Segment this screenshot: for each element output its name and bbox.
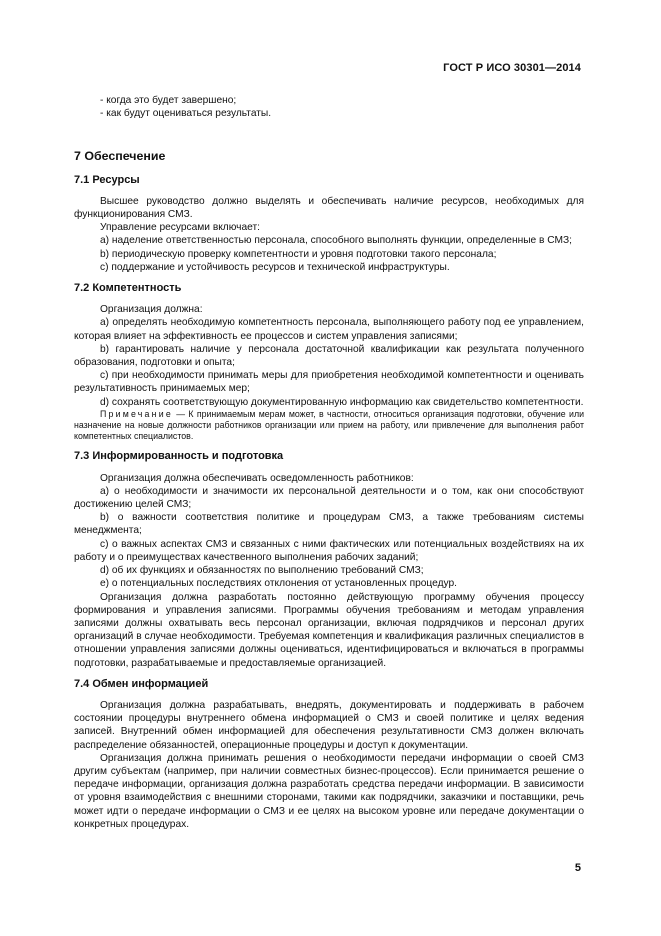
list-item: b) о важности соответствия политике и процедурам СМЗ, а также требованиям системы менеджмента; — [74, 512, 584, 537]
note-label: Примечание — [100, 408, 173, 419]
list-item: b) периодическую проверку компетентности и уровня подготовки такого персонала; — [100, 248, 497, 260]
section-7-1-title: 7.1 Ресурсы — [74, 173, 140, 186]
note-text: — К принимаемым мерам может, в частности, относиться организация подготовки, обучение или назначение на новые должности работников организации или прием на работу, или привлечение для выполнения работ компетентных специалистов. — [74, 408, 584, 442]
section-7-title: 7 Обеспечение — [74, 149, 166, 164]
list-item: b) гарантировать наличие у персонала достаточной квалификации как результата полученного образования, подготовки и опыта; — [74, 343, 584, 369]
paragraph: Организация должна разрабатывать, внедрять, документировать и поддерживать в рабочем состоянии процедуры внутреннего обмена информацией о СМЗ и своей политике и целях ведения записей. Внутренний обмен информацией для обеспечения результативности СМЗ должен включать распределение обязанностей, операционные процедуры и доступ к документации. — [74, 699, 584, 751]
page-number: 5 — [574, 862, 581, 874]
list-item: e) о потенциальных последствиях отклонения от установленных процедур. — [100, 578, 458, 590]
section-7-4-title: 7.4 Обмен информацией — [74, 677, 209, 690]
list-item: d) об их функциях и обязанностях по выполнению требований СМЗ; — [100, 565, 424, 577]
section-7-2-title: 7.2 Компетентность — [74, 282, 182, 295]
paragraph: Организация должна разработать постоянно действующую программу обучения процессу формирования и управления записями. Программы обучения требованиям и методам управления записями должны охватывать весь персонал организации, включая подрядчиков и персонал других организаций в случае необходимости. Требуемая компетенция и квалификация различных специалистов в отношении управления записями должны оцениваться, идентифицироваться и включаться в программы подготовки, разрабатываемые и предоставляемые организацией. — [74, 591, 584, 669]
paragraph: Управление ресурсами включает: — [100, 222, 260, 234]
paragraph: Высшее руководство должно выделять и обеспечивать наличие ресурсов, необходимых для функционирования СМЗ. — [74, 195, 584, 221]
note — [74, 409, 584, 443]
list-item: c) поддержание и устойчивость ресурсов и технической инфраструктуры. — [100, 261, 450, 273]
paragraph: Организация должна принимать решения о необходимости передачи информации о своей СМЗ другим субъектам (например, при наличии совместных бизнес-процессов). Если принимается решение о передаче информации, организация должна разработать средства передачи информации. В зависимости от уровня взаимодействия с внешними сторонами, такими как подрядчики, заказчики и поставщики, речь может идти о передаче информации о СМЗ и ее целях на высоком уровне или передаче документации о конкретных процедурах. — [74, 752, 584, 830]
intro-item: - когда это будет завершено; — [100, 95, 237, 106]
paragraph: Организация должна обеспечивать осведомленность работников: — [100, 472, 414, 484]
list-item: c) о важных аспектах СМЗ и связанных с ними фактических или потенциальных воздействиях на их работу и о преимуществах качественного выполнения рабочих заданий; — [74, 538, 584, 563]
list-item: d) сохранять соответствующую документированную информацию как свидетельство компетентности. — [100, 396, 584, 408]
paragraph: Организация должна: — [100, 304, 203, 316]
intro-item: - как будут оцениваться результаты. — [100, 108, 272, 120]
document-header: ГОСТ Р ИСО 30301—2014 — [443, 62, 581, 74]
document-body — [74, 94, 584, 831]
list-item: a) определять необходимую компетентность персонала, выполняющего работу под ее управлением, которая влияет на эффективность ее процессов и систем управления записями; — [74, 317, 584, 342]
list-item: a) наделение ответственностью персонала, способного выполнять функции, определенные в СМЗ; — [100, 235, 572, 247]
list-item: a) о необходимости и значимости их персональной деятельности и о том, как они способствуют достижению целей СМЗ; — [74, 485, 584, 511]
list-item: c) при необходимости принимать меры для приобретения необходимой компетентности и оценивать результативность принимаемых мер; — [74, 370, 584, 395]
section-7-3-title: 7.3 Информированность и подготовка — [74, 450, 284, 463]
